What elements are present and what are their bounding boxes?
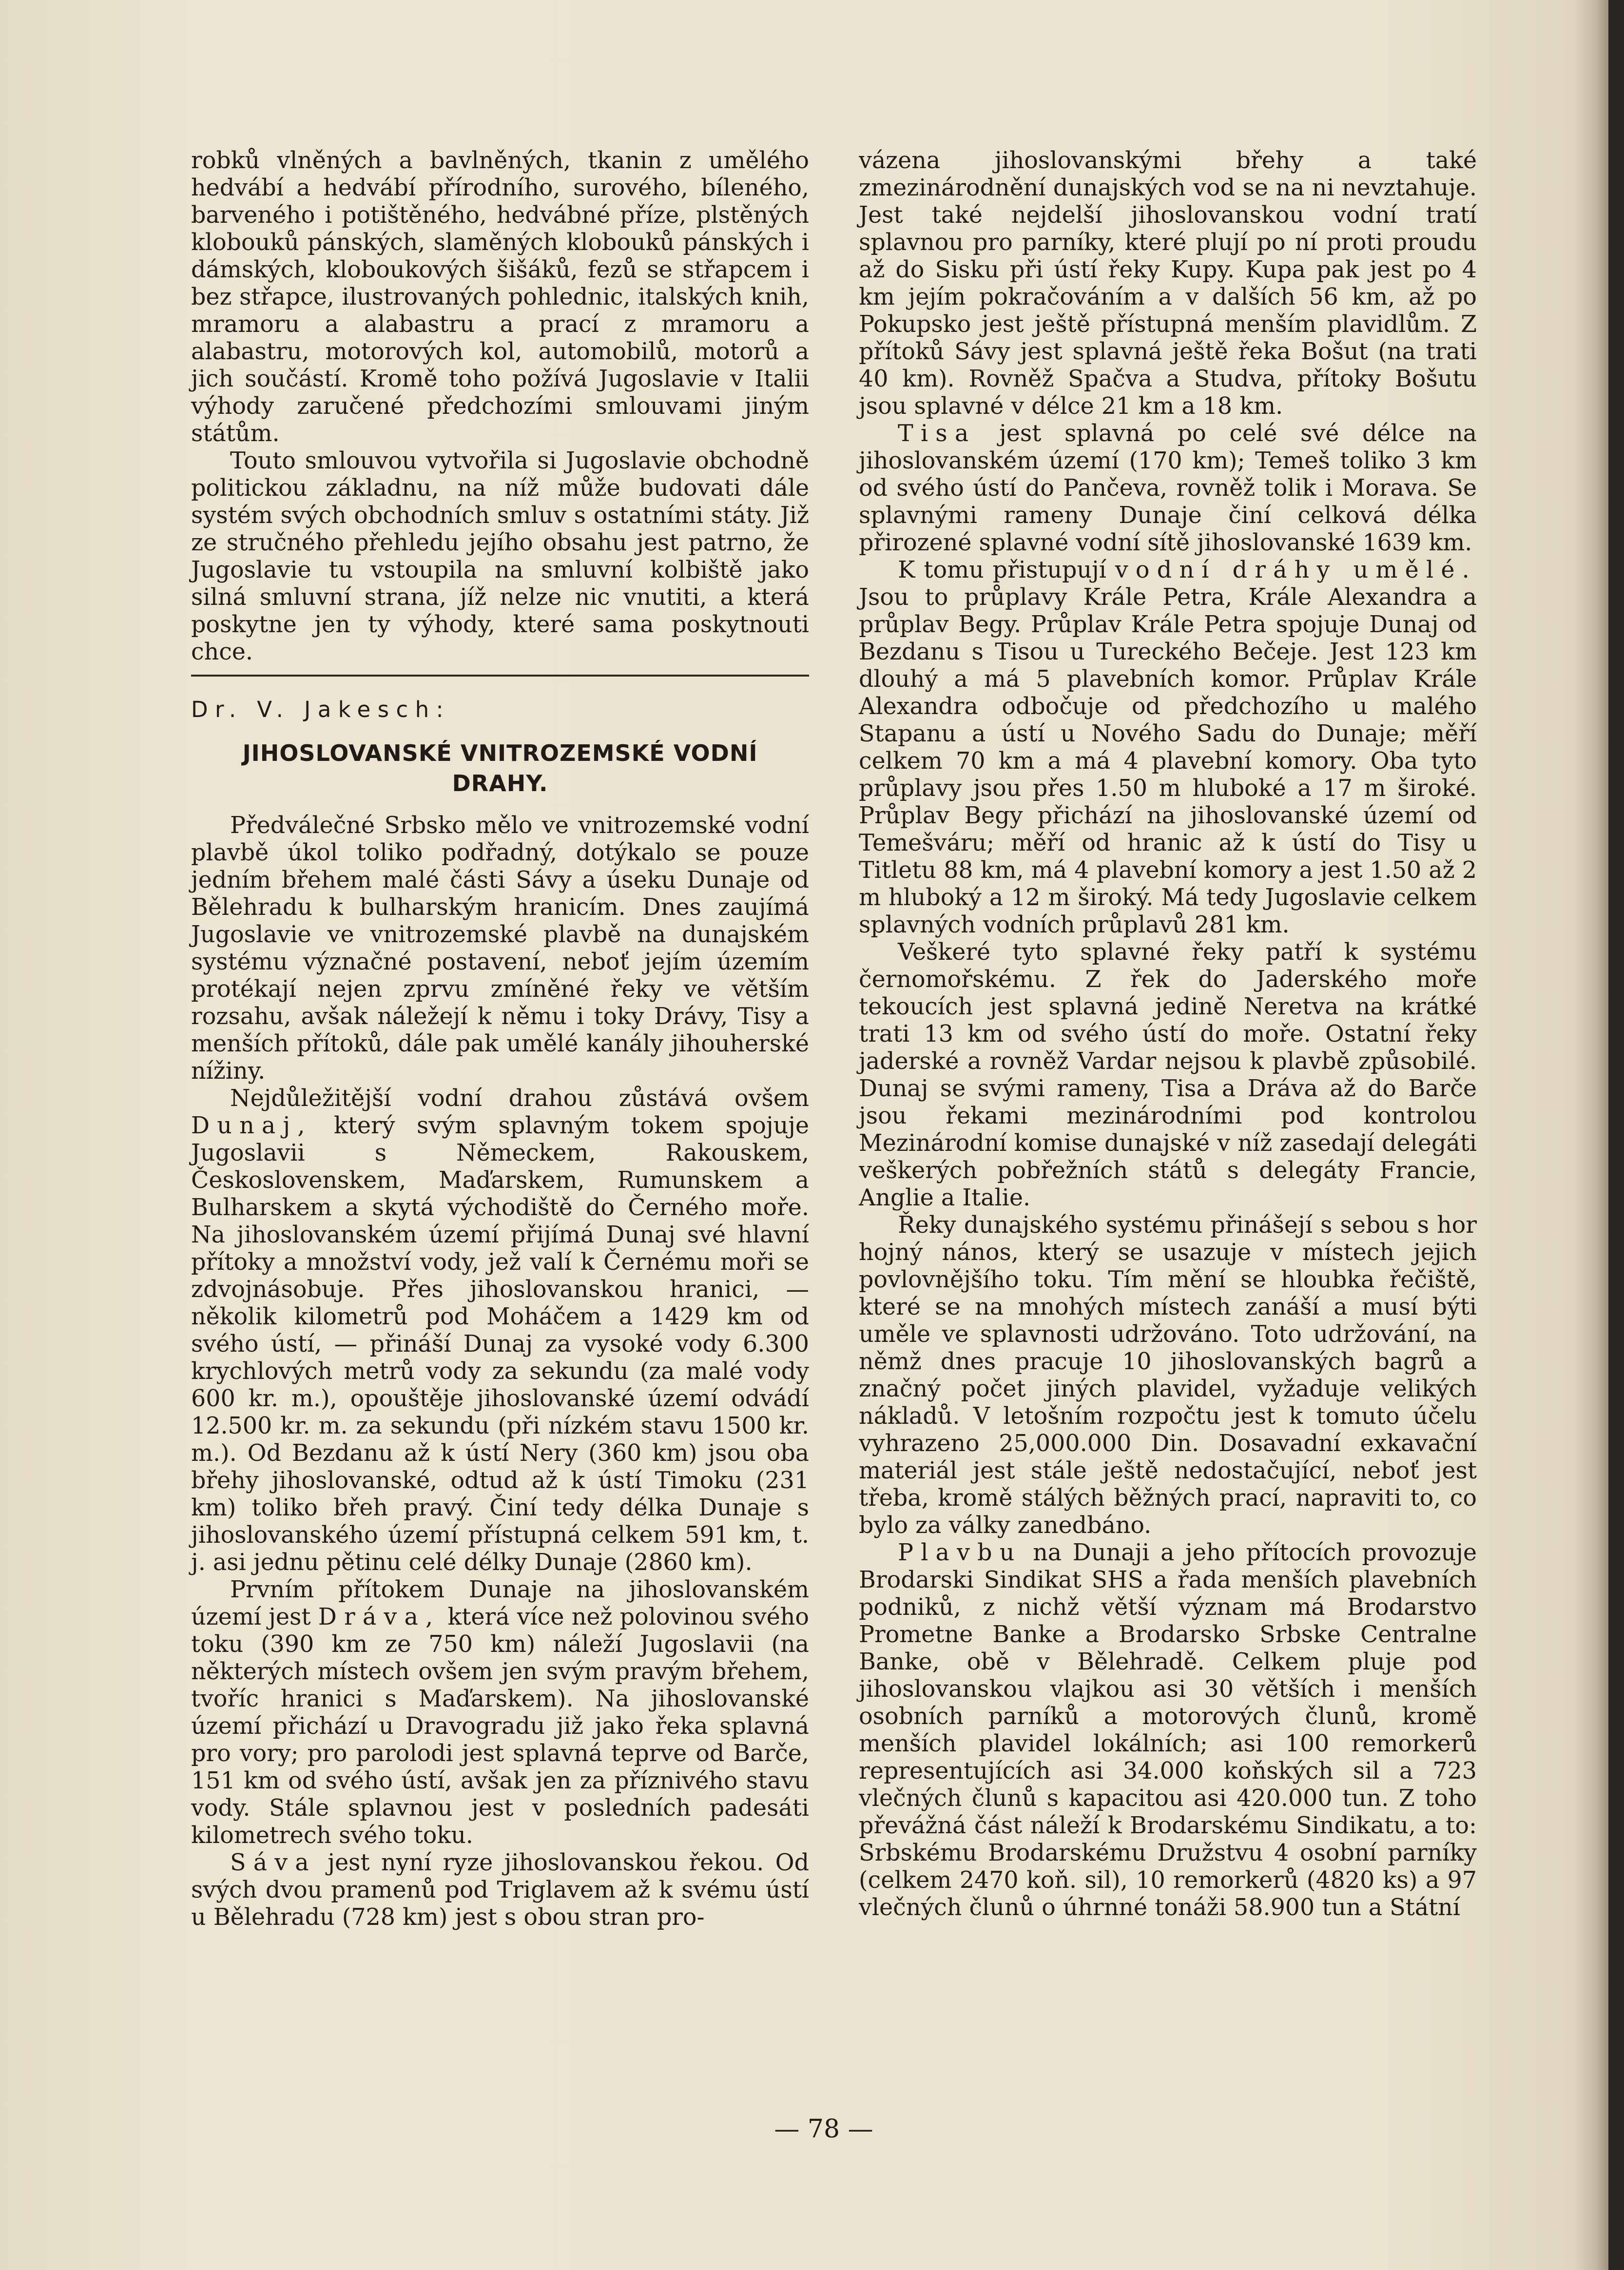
paragraph: K tomu přistupují vodní dráhy umělé. Jsou to průplavy Krále Petra, Krále Alexandra a průplav Begy. Průplav Krále Petra spojuje Dunaj od Bezdanu s Tisou u Tureckého Bečeje. Jest 123 km dlouhý a má 5 plavebních komor. Průplav Krále Alexandra odbočuje od předchozího u malého Stapanu a ústí u Nového Sadu do Dunaje; měří celkem 70 km a má 4 plavební komory. Oba tyto průplavy jsou přes 1.50 m hluboké a 17 m široké. Průplav Begy přichází na jihoslovanské území od Temešváru; měří od hranic až k ústí do Tisy u Titletu 88 km, má 4 plavební komory a jest 1.50 až 2 m hluboký a 12 m široký. Má tedy Jugoslavie celkem splavných vodních průplavů 281 km.	[859, 557, 1477, 938]
paragraph: Touto smlouvou vytvořila si Jugoslavie obchodně politickou základnu, na níž může budovati dále systém svých obchodních smluv s ostatními státy. Již ze stručného přehledu jejího obsahu jest patrno, že Jugoslavie tu vstoupila na smluvní kolbiště jako silná smluvní strana, jíž nelze nic vnutiti, a která poskytne jen ty výhody, které sama poskytnouti chce.	[191, 447, 809, 665]
right-column	[859, 147, 1477, 1921]
spaced-term: Plavbu	[898, 1539, 1022, 1566]
paragraph: Nejdůležitější vodní drahou zůstává ovšem Dunaj, který svým splavným tokem spojuje Jugoslavii s Německem, Rakouskem, Československem, Maďarskem, Rumunskem a Bulharskem a skytá východiště do Černého moře. Na jihoslovanském území přijímá Dunaj své hlavní přítoky a množství vody, jež valí k Černému moři se zdvojnásobuje. Přes jihoslovanskou hranici, — několik kilometrů pod Moháčem a 1429 km od svého ústí, — přináší Dunaj za vysoké vody 6.300 krychlových metrů vody za sekundu (za malé vody 600 kr. m.), opouštěje jihoslovanské území odvádí 12.500 kr. m. za sekundu (při nízkém stavu 1500 kr. m.). Od Bezdanu až k ústí Nery (360 km) jsou oba břehy jihoslovanské, odtud až k ústí Timoku (231 km) toliko břeh pravý. Činí tedy délka Dunaje s jihoslovanského území přístupná celkem 591 km, t. j. asi jednu pětinu celé délky Dunaje (2860 km).	[191, 1085, 809, 1576]
spaced-term: Sáva	[230, 1849, 316, 1876]
paragraph: Veškeré tyto splavné řeky patří k systému černomořskému. Z řek do Jaderského moře tekoucích jest splavná jedině Neretva na krátké trati 13 km od svého ústí do moře. Ostatní řeky jaderské a rovněž Vardar nejsou k plavbě způsobilé. Dunaj se svými rameny, Tisa a Dráva až do Barče jsou řekami mezinárodními pod kontrolou Mezinárodní komise dunajské v níž zasedají delegáti veškerých pobřežních států s delegáty Francie, Anglie a Italie.	[859, 939, 1477, 1211]
article-author	[191, 696, 809, 723]
paragraph: Předválečné Srbsko mělo ve vnitrozemské vodní plavbě úkol toliko podřadný, dotýkalo se pouze jedním břehem malé části Sávy a úseku Dunaje od Bělehradu k bulharským hranicím. Dnes zaujímá Jugoslavie ve vnitrozemské plavbě na dunajském systému význačné postavení, neboť jejím územím protékají nejen zprvu zmíněné řeky ve větším rozsahu, avšak náležejí k němu i toky Drávy, Tisy a menších přítoků, dále pak umělé kanály jihouherské nížiny.	[191, 812, 809, 1085]
spaced-term: Tisa	[898, 420, 976, 447]
section-divider	[191, 675, 809, 677]
page-number: — 78 —	[774, 2115, 873, 2144]
paragraph: robků vlněných a bavlněných, tkanin z umělého hedvábí a hedvábí přírodního, surového, bíleného, barveného i potištěného, hedvábné příze, plstěných klobouků pánských, slaměných klobouků pánských i dámských, kloboukových šišáků, fezů se střapcem i bez střapce, ilustrovaných pohlednic, italských knih, mramoru a alabastru a prací z mramoru a alabastru, motorových kol, automobilů, motorů a jich součástí. Kromě toho požívá Jugoslavie v Italii výhody zaručené předchozími smlouvami jiným státům.	[191, 147, 809, 447]
article-title: JIHOSLOVANSKÉ VNITROZEMSKÉ VODNÍ DRAHY.	[242, 740, 758, 796]
spaced-term: Dunaj,	[191, 1112, 312, 1139]
author-name: Dr. V. Jakesch:	[191, 697, 451, 722]
paragraph: Plavbu na Dunaji a jeho přítocích provozuje Brodarski Sindikat SHS a řada menších plavebních podniků, z nichž větší význam má Brodarstvo Prometne Banke a Brodarsko Srbske Centralne Banke, obě v Bělehradě. Celkem pluje pod jihoslovanskou vlajkou asi 30 větších i menších osobních parníků a motorových člunů, kromě menších plavidel lokálních; asi 100 remorkerů representujících asi 34.000 koňských sil a 723 vlečných člunů s kapacitou asi 420.000 tun. Z toho převážná část náleží k Brodarskému Sindikatu, a to: Srbskému Brodarskému Družstvu 4 osobní parníky (celkem 2470 koň. sil), 10 remorkerů (4820 ks) a 97 vlečných člunů o úhrnné tonáži 58.900 tun a Státní	[859, 1539, 1477, 1921]
paragraph: Tisa jest splavná po celé své délce na jihoslovanském území (170 km); Temeš toliko 3 km od svého ústí do Pančeva, rovněž tolik i Morava. Se splavnými rameny Dunaje činí celková délka přirozené splavné vodní sítě jihoslovanské 1639 km.	[859, 420, 1477, 556]
left-column	[191, 147, 809, 1931]
paragraph: Prvním přítokem Dunaje na jihoslovanském území jest Dráva, která více než polovinou svého toku (390 km ze 750 km) náleží Jugoslavii (na některých místech ovšem jen svým pravým břehem, tvoříc hranici s Maďarskem). Na jihoslovanské území přichází u Dravogradu již jako řeka splavná pro vory; pro parolodi jest splavná teprve od Barče, 151 km od svého ústí, avšak jen za příznivého stavu vody. Stále splavnou jest v posledních padesáti kilometrech svého toku.	[191, 1576, 809, 1849]
paragraph: Sáva jest nyní ryze jihoslovanskou řekou. Od svých dvou pramenů pod Triglavem až k svému ústí u Bělehradu (728 km) jest s obou stran pro-	[191, 1849, 809, 1931]
paragraph: vázena jihoslovanskými břehy a také zmezinárodnění dunajských vod se na ni nevztahuje. Jest také nejdelší jihoslovanskou vodní tratí splavnou pro parníky, které plují po ní proti proudu až do Sisku při ústí řeky Kupy. Kupa pak jest po 4 km jejím pokračováním a v dalších 56 km, až po Pokupsko jest ještě přístupná menším plavidlům. Z přítoků Sávy jest splavná ještě řeka Bošut (na trati 40 km). Rovněž Spačva a Studva, přítoky Bošutu jsou splavné v délce 21 km a 18 km.	[859, 147, 1477, 420]
paragraph: Řeky dunajského systému přinášejí s sebou s hor hojný nános, který se usazuje v místech jejich povlovnějšího toku. Tím mění se hloubka řečiště, které se na mnohých místech zanáší a musí býti uměle ve splavnosti udržováno. Toto udržování, na němž dnes pracuje 10 jihoslovanských bagrů a značný počet jiných plavidel, vyžaduje velikých nákladů. V letošním rozpočtu jest k tomuto účelu vyhrazeno 25,000.000 Din. Dosavadní exkavační materiál jest stále ještě nedostačující, neboť jest třeba, kromě stálých běžných prací, napraviti to, co bylo za války zanedbáno.	[859, 1212, 1477, 1539]
spaced-term: Dráva,	[318, 1604, 441, 1630]
spaced-term: vodní dráhy umělé.	[1115, 557, 1477, 583]
book-spine-shadow	[1574, 0, 1608, 2270]
